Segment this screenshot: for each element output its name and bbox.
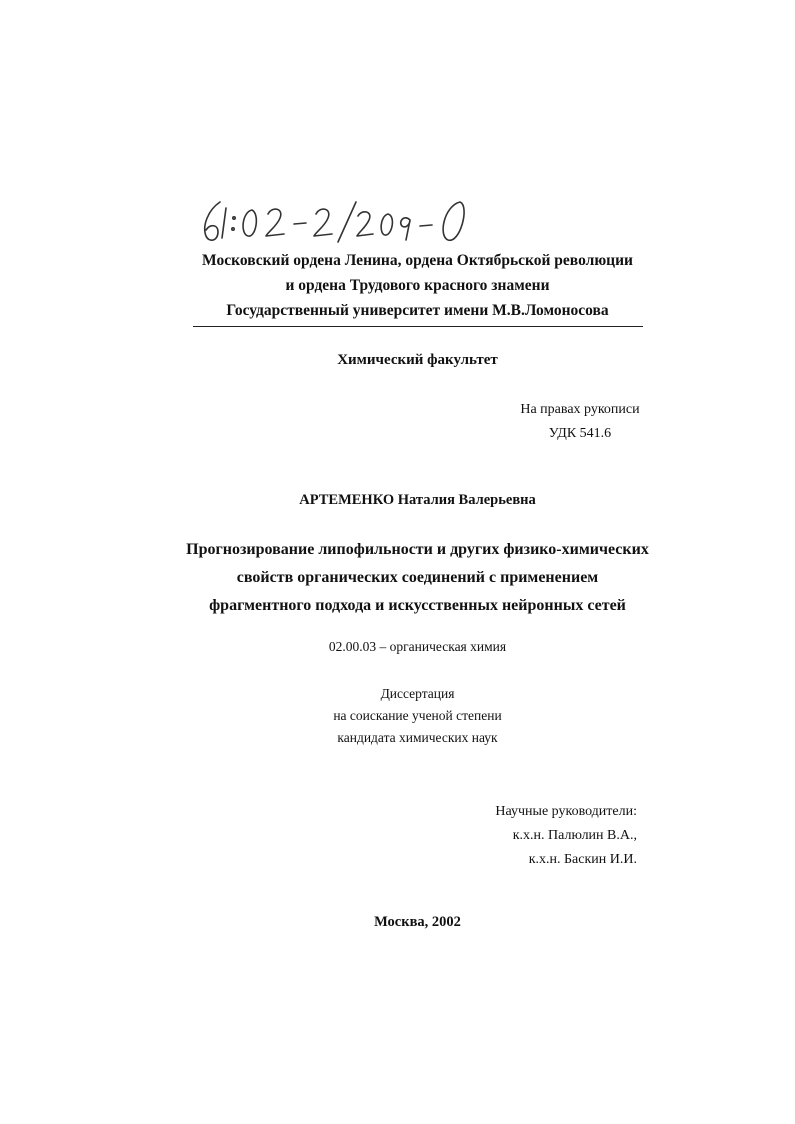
manuscript-rights: На правах рукописи: [520, 402, 640, 417]
university-line-2: и ордена Трудового красного знамени: [285, 277, 550, 294]
degree-line-3: кандидата химических наук: [337, 730, 498, 745]
author-name: АРТЕМЕНКО Наталия Валерьевна: [299, 492, 536, 508]
city-year: Москва, 2002: [374, 914, 461, 930]
title-line-1: Прогнозирование липофильности и других физико-химических: [186, 541, 649, 558]
title-line-3: фрагментного подхода и искусственных нейронных сетей: [209, 597, 626, 614]
header-divider: [193, 326, 643, 327]
title-line-2: свойств органических соединений с применением: [236, 569, 599, 586]
university-line-3: Государственный университет имени М.В.Ломоносова: [226, 302, 609, 319]
degree-line-2: на соискание ученой степени: [333, 708, 502, 723]
supervisors-heading: Научные руководители:: [495, 804, 637, 819]
supervisors-block: [360, 800, 637, 872]
faculty-name: Химический факультет: [337, 352, 498, 368]
university-header: [0, 248, 795, 323]
degree-statement: [0, 683, 795, 749]
handwritten-archive-number: [198, 196, 488, 248]
dissertation-title: [0, 536, 795, 620]
manuscript-rights-block: [480, 398, 680, 446]
supervisor-2: к.х.н. Баскин И.И.: [528, 852, 637, 867]
supervisor-1: к.х.н. Палюлин В.А.,: [512, 828, 637, 843]
university-line-1: Московский ордена Ленина, ордена Октябрьской революции: [202, 252, 633, 269]
udc-code: УДК 541.6: [548, 426, 612, 441]
degree-line-1: Диссертация: [380, 686, 455, 701]
specialty-code: 02.00.03 – органическая химия: [328, 639, 507, 654]
